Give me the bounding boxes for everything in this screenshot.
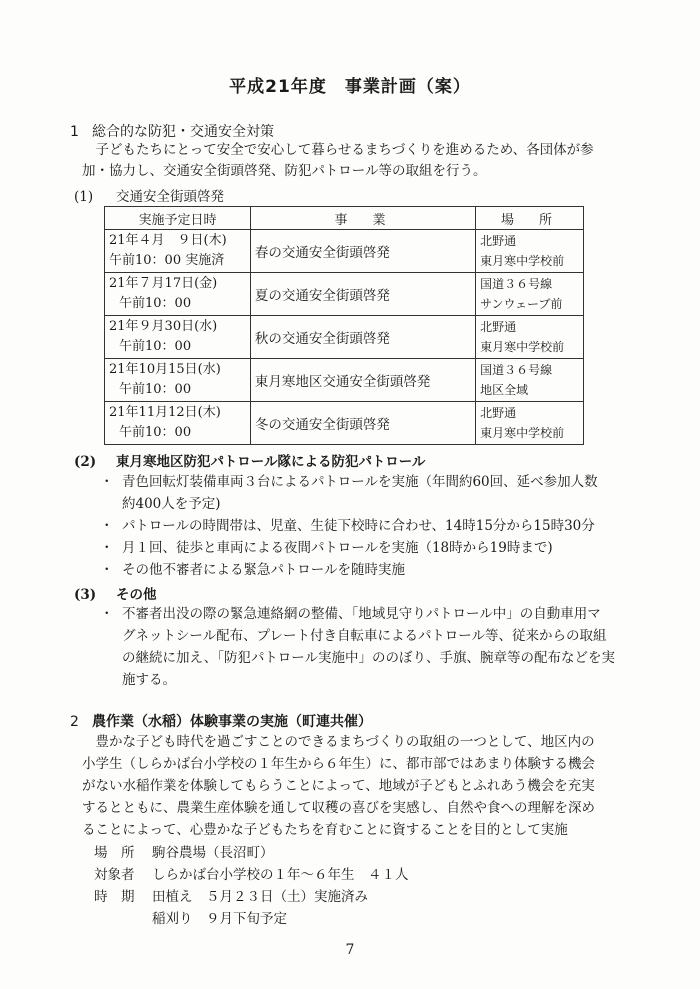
column-header-date: 実施予定日時 <box>105 207 251 230</box>
page-title: 平成21年度 事業計画（案） <box>229 77 471 97</box>
sub3-bullet-list <box>100 603 615 691</box>
place-cell <box>476 273 584 316</box>
section1-intro-line: 子どもたちにとって安全で安心して暮らせるまちづくりを進めるため、各団体が参 <box>82 142 594 158</box>
section1-intro <box>82 140 594 182</box>
date-line: 21年４月 ９日(木) <box>109 233 227 248</box>
sub1-heading <box>74 185 224 205</box>
place-line: サンウェーブ前 <box>480 297 563 311</box>
event-cell: 秋の交通安全街頭啓発 <box>250 316 475 359</box>
traffic-safety-table <box>104 206 584 445</box>
date-line: 21年11月12日(木) <box>109 405 221 420</box>
bullet-dot: ・ <box>100 540 114 556</box>
section2-body-line: 豊かな子ども時代を過ごすことのできるまちづくりの取組の一つとして、地区内の <box>82 734 595 750</box>
table-row <box>105 359 584 402</box>
section2-heading <box>70 711 372 731</box>
list-item <box>100 537 598 559</box>
bullet-text: 青色回転灯装備車両３台によるパトロールを実施（年間約60回、延べ参加人数 約400人を予定) <box>122 474 598 512</box>
place-cell <box>476 402 584 445</box>
list-item <box>100 515 598 537</box>
date-cell <box>105 230 251 273</box>
bullet-dot: ・ <box>100 518 114 534</box>
sub3-heading <box>74 583 157 603</box>
list-item <box>100 471 598 515</box>
target-value: しらかば台小学校の１年～６年生 ４１人 <box>152 867 409 883</box>
place-line: 北野通 <box>480 406 517 420</box>
table-row <box>105 230 584 273</box>
bullet-dot: ・ <box>100 606 114 622</box>
page-number: 7 <box>345 942 355 958</box>
date-cell <box>105 316 251 359</box>
place-cell <box>476 359 584 402</box>
time-line: 午前10：00 <box>119 382 192 397</box>
period-row-harvest <box>152 907 287 927</box>
place-line: 東月寒中学校前 <box>480 254 565 268</box>
table-header-row <box>105 207 584 230</box>
list-item <box>100 559 598 581</box>
date-cell <box>105 273 251 316</box>
bullet-dot: ・ <box>100 562 114 578</box>
place-line: 地区全域 <box>480 383 529 397</box>
section2-body <box>82 731 595 841</box>
date-line: 21年９月30日(水) <box>109 319 218 334</box>
place-cell <box>476 316 584 359</box>
sub2-bullet-list <box>100 471 598 581</box>
period-row <box>94 885 368 905</box>
section2-body-line: するとともに、農業生産体験を通して収穫の喜びを実感し、自然や食への理解を深め <box>82 800 595 816</box>
time-line: 午前10：00 <box>119 296 192 311</box>
place-line: 北野通 <box>480 320 517 334</box>
sub2-title: 東月寒地区防犯パトロール隊による防犯パトロール <box>116 454 426 470</box>
sub2-heading <box>74 450 425 470</box>
section2-title: 農作業（水稲）体験事業の実施（町連共催） <box>92 714 372 730</box>
date-cell <box>105 402 251 445</box>
place-line: 北野通 <box>480 234 517 248</box>
time-line: 午前10：00 <box>119 425 192 440</box>
section1-heading <box>70 121 274 141</box>
section2-body-line: ることによって、心豊かな子どもたちを育むことに資することを目的として実施 <box>82 822 568 838</box>
period-value-planting: 田植え ５月２３日（土）実施済み <box>152 889 368 905</box>
sub3-number: (3) <box>74 587 97 603</box>
column-header-event: 事 業 <box>250 207 475 230</box>
bullet-text: 月１回、徒歩と車両による夜間パトロールを実施（18時から19時まで) <box>122 540 553 556</box>
place-value: 駒谷農場（長沼町） <box>152 845 274 861</box>
target-label: 対象者 <box>94 867 135 883</box>
place-cell <box>476 230 584 273</box>
target-row <box>94 863 409 883</box>
event-cell: 夏の交通安全街頭啓発 <box>250 273 475 316</box>
bullet-text: パトロールの時間帯は、児童、生徒下校時に合わせ、14時15分から15時30分 <box>122 518 595 534</box>
sub1-number: (1) <box>74 189 94 205</box>
event-cell: 冬の交通安全街頭啓発 <box>250 402 475 445</box>
section2-body-line: がない水稲作業を体験してもらうことによって、地域が子どもとふれあう機会を充実 <box>82 778 595 794</box>
place-line: 東月寒中学校前 <box>480 426 565 440</box>
list-item <box>100 603 615 691</box>
bullet-dot: ・ <box>100 474 114 490</box>
period-label: 時 期 <box>94 889 135 905</box>
section2-body-line: 小学生（しらかば台小学校の１年生から６年生）に、都市部ではあまり体験する機会 <box>82 756 595 772</box>
sub3-title: その他 <box>116 587 157 603</box>
place-line: 東月寒中学校前 <box>480 340 565 354</box>
time-line: 午前10：00 <box>119 339 192 354</box>
section1-number: 1 <box>70 124 79 140</box>
place-row <box>94 841 274 861</box>
date-line: 21年10月15日(水) <box>109 362 221 377</box>
table-row <box>105 316 584 359</box>
sub2-number: (2) <box>74 454 97 470</box>
date-cell <box>105 359 251 402</box>
event-cell: 東月寒地区交通安全街頭啓発 <box>250 359 475 402</box>
section1-title: 総合的な防犯・交通安全対策 <box>92 124 274 140</box>
bullet-text: 不審者出没の際の緊急連絡網の整備、「地域見守りパトロール中」の自動車用マ グネットシール配布、プレート付き自転車によるパトロール等、従来からの取組 の継続に加え、「防犯パトロール実施中」ののぼり、手旗、腕章等の配布などを実 施する。 <box>122 606 616 688</box>
place-label: 場 所 <box>94 845 135 861</box>
place-line: 国道３６号線 <box>480 277 553 291</box>
section1-intro-line: 加・協力し、交通安全街頭啓発、防犯パトロール等の取組を行う。 <box>82 163 487 179</box>
period-value-harvest: 稲刈り ９月下旬予定 <box>152 911 287 927</box>
column-header-place: 場 所 <box>476 207 584 230</box>
time-line: 午前10：00 実施済 <box>109 253 225 268</box>
date-line: 21年７月17日(金) <box>109 276 218 291</box>
bullet-text: その他不審者による緊急パトロールを随時実施 <box>122 562 405 578</box>
place-line: 国道３６号線 <box>480 363 553 377</box>
sub1-title: 交通安全街頭啓発 <box>116 189 224 205</box>
table-row <box>105 402 584 445</box>
event-cell: 春の交通安全街頭啓発 <box>250 230 475 273</box>
section2-number: 2 <box>70 714 79 730</box>
table-row <box>105 273 584 316</box>
